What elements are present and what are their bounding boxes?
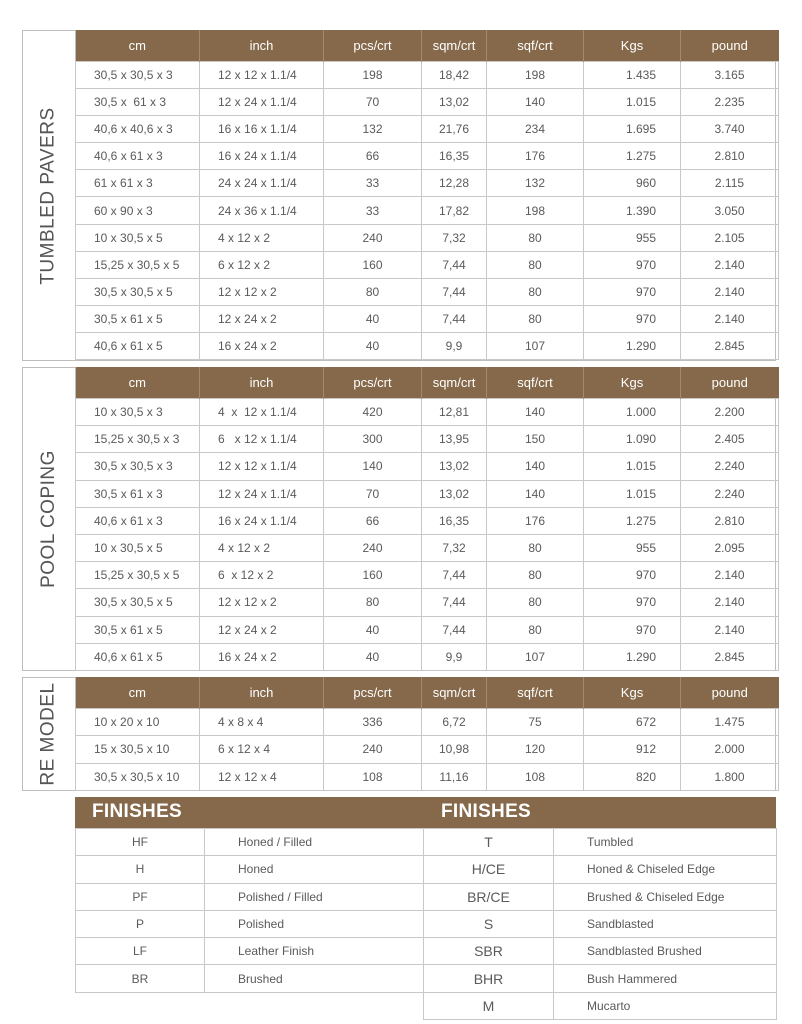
cell-sqm-crt: 11,16 — [422, 763, 487, 790]
finish-code: M — [424, 992, 554, 1019]
cell-pound: 2.200 — [681, 399, 779, 426]
cell-sqf-crt: 75 — [487, 709, 584, 736]
cell-cm: 15,25 x 30,5 x 5 — [76, 562, 200, 589]
cell-pound: 1.475 — [681, 709, 779, 736]
cell-kgs: 1.275 — [584, 143, 681, 170]
cell-pound: 1.800 — [681, 763, 779, 790]
cell-sqm-crt: 7,32 — [422, 534, 487, 561]
cell-sqf-crt: 140 — [487, 89, 584, 116]
cell-inch: 12 x 24 x 1.1/4 — [200, 89, 324, 116]
table-row — [76, 480, 779, 507]
cell-inch: 16 x 24 x 2 — [200, 332, 324, 359]
table-row — [76, 709, 779, 736]
cell-inch: 4 x 8 x 4 — [200, 709, 324, 736]
cell-kgs: 970 — [584, 305, 681, 332]
cell-sqm-crt: 13,02 — [422, 453, 487, 480]
cell-kgs: 970 — [584, 562, 681, 589]
cell-cm: 10 x 30,5 x 3 — [76, 399, 200, 426]
table-row — [76, 507, 779, 534]
cell-inch: 6 x 12 x 4 — [200, 736, 324, 763]
cell-cm: 10 x 30,5 x 5 — [76, 534, 200, 561]
cell-kgs: 1.015 — [584, 480, 681, 507]
finish-code: S — [424, 910, 554, 937]
cell-pound: 2.405 — [681, 426, 779, 453]
table-row — [76, 143, 779, 170]
table-header-row — [76, 367, 779, 399]
column-header-sqm-crt: sqm/crt — [422, 677, 487, 709]
table-row — [76, 89, 779, 116]
column-header-kgs: Kgs — [584, 30, 681, 62]
cell-sqm-crt: 7,44 — [422, 278, 487, 305]
cell-pound: 2.810 — [681, 143, 779, 170]
cell-kgs: 1.695 — [584, 116, 681, 143]
cell-sqf-crt: 107 — [487, 643, 584, 670]
cell-pound: 2.140 — [681, 278, 779, 305]
finish-row — [424, 938, 777, 965]
cell-inch: 16 x 24 x 1.1/4 — [200, 507, 324, 534]
section-pool-coping — [22, 367, 776, 671]
column-header-inch: inch — [200, 677, 324, 709]
finish-code: BR/CE — [424, 883, 554, 910]
cell-pound: 2.105 — [681, 224, 779, 251]
cell-sqm-crt: 12,81 — [422, 399, 487, 426]
column-header-sqf-crt: sqf/crt — [487, 367, 584, 399]
finishes-title-right: FINISHES — [441, 801, 532, 822]
finish-desc: Sandblasted Brushed — [554, 938, 777, 965]
cell-pcs-crt: 40 — [324, 616, 422, 643]
cell-cm: 10 x 20 x 10 — [76, 709, 200, 736]
cell-pound: 3.740 — [681, 116, 779, 143]
cell-sqf-crt: 140 — [487, 480, 584, 507]
cell-pcs-crt: 66 — [324, 507, 422, 534]
cell-cm: 10 x 30,5 x 5 — [76, 224, 200, 251]
cell-sqm-crt: 18,42 — [422, 62, 487, 89]
cell-sqm-crt: 13,95 — [422, 426, 487, 453]
cell-kgs: 970 — [584, 589, 681, 616]
table-row — [76, 197, 779, 224]
column-header-pound: pound — [681, 367, 779, 399]
finish-row — [424, 856, 777, 883]
cell-pcs-crt: 240 — [324, 736, 422, 763]
section-label: TUMBLED PAVERS — [38, 106, 59, 285]
finish-row — [76, 965, 424, 992]
column-header-inch: inch — [200, 30, 324, 62]
column-header-pcs-crt: pcs/crt — [324, 677, 422, 709]
cell-pound: 2.810 — [681, 507, 779, 534]
cell-cm: 30,5 x 61 x 3 — [76, 89, 200, 116]
cell-inch: 24 x 36 x 1.1/4 — [200, 197, 324, 224]
cell-inch: 12 x 12 x 4 — [200, 763, 324, 790]
cell-pcs-crt: 140 — [324, 453, 422, 480]
cell-cm: 30,5 x 30,5 x 3 — [76, 453, 200, 480]
cell-pcs-crt: 132 — [324, 116, 422, 143]
cell-sqm-crt: 13,02 — [422, 480, 487, 507]
cell-pound: 2.095 — [681, 534, 779, 561]
cell-cm: 30,5 x 61 x 5 — [76, 616, 200, 643]
cell-kgs: 1.090 — [584, 426, 681, 453]
column-header-sqf-crt: sqf/crt — [487, 677, 584, 709]
cell-kgs: 955 — [584, 534, 681, 561]
cell-inch: 12 x 12 x 2 — [200, 278, 324, 305]
cell-cm: 40,6 x 40,6 x 3 — [76, 116, 200, 143]
table-row — [76, 426, 779, 453]
cell-kgs: 970 — [584, 278, 681, 305]
cell-pound: 2.240 — [681, 480, 779, 507]
finishes-header — [75, 797, 776, 828]
cell-pcs-crt: 40 — [324, 332, 422, 359]
finish-row — [76, 856, 424, 883]
cell-sqm-crt: 12,28 — [422, 170, 487, 197]
cell-sqf-crt: 198 — [487, 62, 584, 89]
finish-row — [424, 910, 777, 937]
finish-code: BR — [76, 965, 205, 992]
cell-sqf-crt: 80 — [487, 305, 584, 332]
finish-desc: Sandblasted — [554, 910, 777, 937]
finish-row — [76, 883, 424, 910]
cell-cm: 30,5 x 30,5 x 5 — [76, 278, 200, 305]
cell-kgs: 1.435 — [584, 62, 681, 89]
spec-table — [75, 367, 779, 671]
cell-kgs: 960 — [584, 170, 681, 197]
cell-pcs-crt: 70 — [324, 480, 422, 507]
cell-sqm-crt: 17,82 — [422, 197, 487, 224]
cell-inch: 12 x 24 x 1.1/4 — [200, 480, 324, 507]
cell-sqm-crt: 9,9 — [422, 332, 487, 359]
finish-code: H/CE — [424, 856, 554, 883]
finish-desc: Mucarto — [554, 992, 777, 1019]
column-header-sqm-crt: sqm/crt — [422, 30, 487, 62]
finish-code: PF — [76, 883, 205, 910]
cell-pcs-crt: 33 — [324, 197, 422, 224]
cell-cm: 15,25 x 30,5 x 5 — [76, 251, 200, 278]
cell-sqm-crt: 7,44 — [422, 589, 487, 616]
section-label-cell — [23, 31, 76, 360]
finish-row — [424, 965, 777, 992]
section-label: RE MODEL — [38, 682, 59, 786]
cell-pound: 2.235 — [681, 89, 779, 116]
cell-sqf-crt: 176 — [487, 143, 584, 170]
cell-sqf-crt: 108 — [487, 763, 584, 790]
finish-desc: Honed — [205, 856, 424, 883]
finish-code: SBR — [424, 938, 554, 965]
cell-pcs-crt: 336 — [324, 709, 422, 736]
cell-pound: 2.140 — [681, 305, 779, 332]
cell-sqf-crt: 80 — [487, 534, 584, 561]
cell-sqf-crt: 80 — [487, 589, 584, 616]
column-header-kgs: Kgs — [584, 367, 681, 399]
cell-cm: 60 x 90 x 3 — [76, 197, 200, 224]
cell-pound: 2.115 — [681, 170, 779, 197]
cell-sqm-crt: 7,44 — [422, 562, 487, 589]
finish-row — [424, 992, 777, 1019]
cell-kgs: 1.290 — [584, 643, 681, 670]
cell-sqf-crt: 80 — [487, 616, 584, 643]
cell-kgs: 1.000 — [584, 399, 681, 426]
section-re-model — [22, 677, 776, 791]
cell-cm: 15,25 x 30,5 x 3 — [76, 426, 200, 453]
cell-sqm-crt: 21,76 — [422, 116, 487, 143]
table-header-row — [76, 30, 779, 62]
cell-pcs-crt: 40 — [324, 643, 422, 670]
table-row — [76, 589, 779, 616]
cell-sqm-crt: 10,98 — [422, 736, 487, 763]
cell-kgs: 1.015 — [584, 89, 681, 116]
finish-row — [424, 829, 777, 856]
finish-row — [76, 910, 424, 937]
cell-kgs: 1.015 — [584, 453, 681, 480]
finish-desc: Brushed & Chiseled Edge — [554, 883, 777, 910]
cell-inch: 16 x 16 x 1.1/4 — [200, 116, 324, 143]
section-tumbled-pavers — [22, 30, 776, 361]
cell-inch: 12 x 12 x 2 — [200, 589, 324, 616]
cell-cm: 30,5 x 30,5 x 10 — [76, 763, 200, 790]
cell-cm: 40,6 x 61 x 5 — [76, 332, 200, 359]
cell-inch: 4 x 12 x 1.1/4 — [200, 399, 324, 426]
section-label-cell — [23, 678, 76, 790]
cell-sqm-crt: 7,44 — [422, 251, 487, 278]
cell-sqm-crt: 16,35 — [422, 507, 487, 534]
cell-inch: 4 x 12 x 2 — [200, 534, 324, 561]
finish-desc: Polished / Filled — [205, 883, 424, 910]
cell-pcs-crt: 80 — [324, 589, 422, 616]
cell-sqf-crt: 80 — [487, 278, 584, 305]
cell-inch: 24 x 24 x 1.1/4 — [200, 170, 324, 197]
cell-kgs: 672 — [584, 709, 681, 736]
cell-pound: 2.845 — [681, 643, 779, 670]
table-row — [76, 224, 779, 251]
cell-inch: 12 x 24 x 2 — [200, 616, 324, 643]
cell-sqm-crt: 13,02 — [422, 89, 487, 116]
cell-sqf-crt: 80 — [487, 251, 584, 278]
finish-row — [424, 883, 777, 910]
cell-cm: 30,5 x 61 x 5 — [76, 305, 200, 332]
cell-pound: 3.165 — [681, 62, 779, 89]
cell-kgs: 912 — [584, 736, 681, 763]
table-header-row — [76, 677, 779, 709]
cell-pcs-crt: 33 — [324, 170, 422, 197]
cell-inch: 12 x 12 x 1.1/4 — [200, 62, 324, 89]
table-row — [76, 736, 779, 763]
column-header-pound: pound — [681, 677, 779, 709]
cell-pound: 2.140 — [681, 589, 779, 616]
finish-desc: Brushed — [205, 965, 424, 992]
finishes-table-left — [75, 828, 424, 993]
column-header-sqf-crt: sqf/crt — [487, 30, 584, 62]
table-row — [76, 643, 779, 670]
finish-row — [76, 938, 424, 965]
cell-sqf-crt: 234 — [487, 116, 584, 143]
table-row — [76, 616, 779, 643]
table-row — [76, 170, 779, 197]
cell-inch: 12 x 24 x 2 — [200, 305, 324, 332]
cell-pcs-crt: 66 — [324, 143, 422, 170]
cell-pcs-crt: 70 — [324, 89, 422, 116]
cell-cm: 40,6 x 61 x 3 — [76, 143, 200, 170]
table-row — [76, 453, 779, 480]
cell-pcs-crt: 420 — [324, 399, 422, 426]
table-row — [76, 399, 779, 426]
finishes-title-left: FINISHES — [92, 801, 183, 822]
cell-sqm-crt: 7,44 — [422, 305, 487, 332]
cell-sqf-crt: 140 — [487, 453, 584, 480]
cell-kgs: 970 — [584, 616, 681, 643]
cell-kgs: 970 — [584, 251, 681, 278]
cell-sqf-crt: 120 — [487, 736, 584, 763]
column-header-pcs-crt: pcs/crt — [324, 367, 422, 399]
cell-kgs: 955 — [584, 224, 681, 251]
cell-cm: 61 x 61 x 3 — [76, 170, 200, 197]
spec-table — [75, 30, 779, 360]
cell-pound: 2.140 — [681, 251, 779, 278]
cell-sqf-crt: 80 — [487, 562, 584, 589]
finish-desc: Honed / Filled — [205, 829, 424, 856]
column-header-cm: cm — [76, 677, 200, 709]
cell-pcs-crt: 80 — [324, 278, 422, 305]
cell-cm: 30,5 x 30,5 x 3 — [76, 62, 200, 89]
column-header-pound: pound — [681, 30, 779, 62]
section-label: POOL COPING — [38, 450, 60, 588]
cell-pcs-crt: 300 — [324, 426, 422, 453]
column-header-sqm-crt: sqm/crt — [422, 367, 487, 399]
cell-sqm-crt: 9,9 — [422, 643, 487, 670]
finish-code: H — [76, 856, 205, 883]
section-label-cell — [23, 368, 76, 670]
cell-kgs: 1.290 — [584, 332, 681, 359]
finish-desc: Polished — [205, 910, 424, 937]
cell-inch: 6 x 12 x 2 — [200, 251, 324, 278]
cell-pcs-crt: 160 — [324, 251, 422, 278]
finish-code: BHR — [424, 965, 554, 992]
cell-sqf-crt: 140 — [487, 399, 584, 426]
cell-inch: 6 x 12 x 2 — [200, 562, 324, 589]
cell-inch: 4 x 12 x 2 — [200, 224, 324, 251]
cell-kgs: 1.390 — [584, 197, 681, 224]
cell-cm: 30,5 x 61 x 3 — [76, 480, 200, 507]
cell-inch: 12 x 12 x 1.1/4 — [200, 453, 324, 480]
finish-desc: Leather Finish — [205, 938, 424, 965]
cell-sqf-crt: 176 — [487, 507, 584, 534]
cell-sqf-crt: 198 — [487, 197, 584, 224]
cell-sqf-crt: 150 — [487, 426, 584, 453]
cell-cm: 15 x 30,5 x 10 — [76, 736, 200, 763]
cell-kgs: 1.275 — [584, 507, 681, 534]
cell-pcs-crt: 198 — [324, 62, 422, 89]
finish-desc: Tumbled — [554, 829, 777, 856]
cell-sqf-crt: 107 — [487, 332, 584, 359]
finish-code: HF — [76, 829, 205, 856]
table-row — [76, 534, 779, 561]
cell-pound: 2.000 — [681, 736, 779, 763]
cell-inch: 6 x 12 x 1.1/4 — [200, 426, 324, 453]
cell-pound: 2.845 — [681, 332, 779, 359]
table-row — [76, 116, 779, 143]
cell-pound: 2.240 — [681, 453, 779, 480]
table-row — [76, 62, 779, 89]
spec-table — [75, 677, 779, 791]
finish-code: LF — [76, 938, 205, 965]
column-header-cm: cm — [76, 30, 200, 62]
cell-sqm-crt: 16,35 — [422, 143, 487, 170]
cell-pcs-crt: 240 — [324, 224, 422, 251]
cell-pcs-crt: 160 — [324, 562, 422, 589]
cell-inch: 16 x 24 x 2 — [200, 643, 324, 670]
column-header-kgs: Kgs — [584, 677, 681, 709]
cell-cm: 30,5 x 30,5 x 5 — [76, 589, 200, 616]
finishes-table-right — [423, 828, 777, 1020]
cell-kgs: 820 — [584, 763, 681, 790]
table-row — [76, 278, 779, 305]
cell-pound: 3.050 — [681, 197, 779, 224]
table-row — [76, 251, 779, 278]
finish-code: P — [76, 910, 205, 937]
finish-desc: Honed & Chiseled Edge — [554, 856, 777, 883]
finish-row — [76, 829, 424, 856]
cell-cm: 40,6 x 61 x 3 — [76, 507, 200, 534]
table-row — [76, 305, 779, 332]
table-row — [76, 332, 779, 359]
column-header-inch: inch — [200, 367, 324, 399]
cell-cm: 40,6 x 61 x 5 — [76, 643, 200, 670]
table-row — [76, 763, 779, 790]
cell-pcs-crt: 240 — [324, 534, 422, 561]
column-header-pcs-crt: pcs/crt — [324, 30, 422, 62]
table-row — [76, 562, 779, 589]
cell-pound: 2.140 — [681, 616, 779, 643]
cell-pound: 2.140 — [681, 562, 779, 589]
cell-pcs-crt: 40 — [324, 305, 422, 332]
column-header-cm: cm — [76, 367, 200, 399]
cell-sqf-crt: 132 — [487, 170, 584, 197]
cell-sqm-crt: 7,44 — [422, 616, 487, 643]
cell-sqm-crt: 6,72 — [422, 709, 487, 736]
finish-desc: Bush Hammered — [554, 965, 777, 992]
finish-code: T — [424, 829, 554, 856]
cell-sqf-crt: 80 — [487, 224, 584, 251]
cell-sqm-crt: 7,32 — [422, 224, 487, 251]
cell-inch: 16 x 24 x 1.1/4 — [200, 143, 324, 170]
cell-pcs-crt: 108 — [324, 763, 422, 790]
